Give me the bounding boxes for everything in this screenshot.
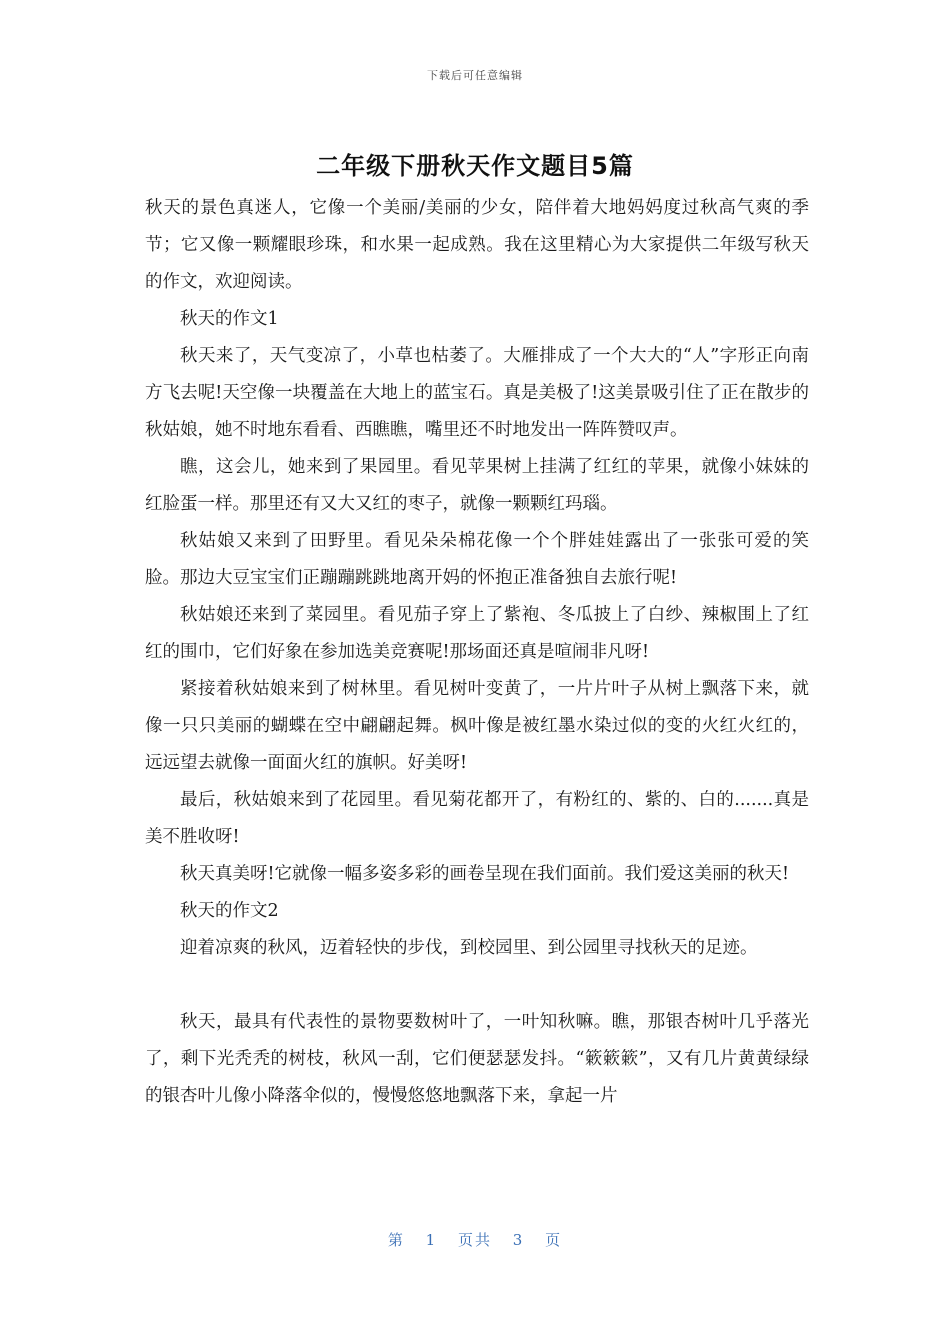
body-paragraph: 秋天来了，天气变凉了，小草也枯萎了。大雁排成了一个大大的“人”字形正向南方飞去呢!天空像一块覆盖在大地上的蓝宝石。真是美极了!这美景吸引住了正在散步的秋姑娘，她不时地东看看、西瞧瞧，嘴里还不时地发出一阵阵赞叹声。 — [145, 346, 809, 440]
body-paragraph: 秋天真美呀!它就像一幅多姿多彩的画卷呈现在我们面前。我们爱这美丽的秋天! — [180, 864, 790, 884]
body-paragraph: 瞧，这会儿，她来到了果园里。看见苹果树上挂满了红红的苹果，就像小妹妹的红脸蛋一样。那里还有又大又红的枣子，就像一颗颗红玛瑙。 — [145, 457, 809, 514]
body-paragraph: 秋姑娘还来到了菜园里。看见茄子穿上了紫袍、冬瓜披上了白纱、辣椒围上了红红的围巾，它们好象在参加选美竞赛呢!那场面还真是喧闹非凡呀! — [145, 605, 809, 662]
intro-paragraph: 秋天的景色真迷人，它像一个美丽/美丽的少女，陪伴着大地妈妈度过秋高气爽的季节；它又像一颗耀眼珍珠，和水果一起成熟。我在这里精心为大家提供二年级写秋天的作文，欢迎阅读。 — [145, 198, 809, 292]
document-title: 二年级下册秋天作文题目5篇 — [316, 152, 634, 180]
body-paragraph: 紧接着秋姑娘来到了树林里。看见树叶变黄了，一片片叶子从树上飘落下来，就像一只只美丽的蝴蝶在空中翩翩起舞。枫叶像是被红墨水染过似的变的火红火红的，远远望去就像一面面火红的旗帜。好美呀! — [145, 679, 809, 773]
document-body — [145, 190, 809, 1115]
page-number-footer: 第 1 页共 3 页 — [387, 1231, 563, 1249]
page-header-note: 下载后可任意编辑 — [427, 69, 523, 82]
body-paragraph: 最后，秋姑娘来到了花园里。看见菊花都开了，有粉红的、紫的、白的.......真是美不胜收呀! — [145, 790, 809, 847]
body-paragraph: 秋天，最具有代表性的景物要数树叶了，一叶知秋嘛。瞧，那银杏树叶几乎落光了，剩下光秃秃的树枝，秋风一刮，它们便瑟瑟发抖。“簌簌簌”，又有几片黄黄绿绿的银杏叶儿像小降落伞似的，慢慢悠悠地飘落下来，拿起一片 — [145, 1012, 809, 1106]
section-heading-2: 秋天的作文2 — [180, 901, 279, 921]
body-paragraph: 迎着凉爽的秋风，迈着轻快的步伐，到校园里、到公园里寻找秋天的足迹。 — [180, 938, 758, 958]
body-paragraph: 秋姑娘又来到了田野里。看见朵朵棉花像一个个胖娃娃露出了一张张可爱的笑脸。那边大豆宝宝们正蹦蹦跳跳地离开妈的怀抱正准备独自去旅行呢! — [145, 531, 809, 588]
section-heading-1: 秋天的作文1 — [180, 309, 279, 329]
